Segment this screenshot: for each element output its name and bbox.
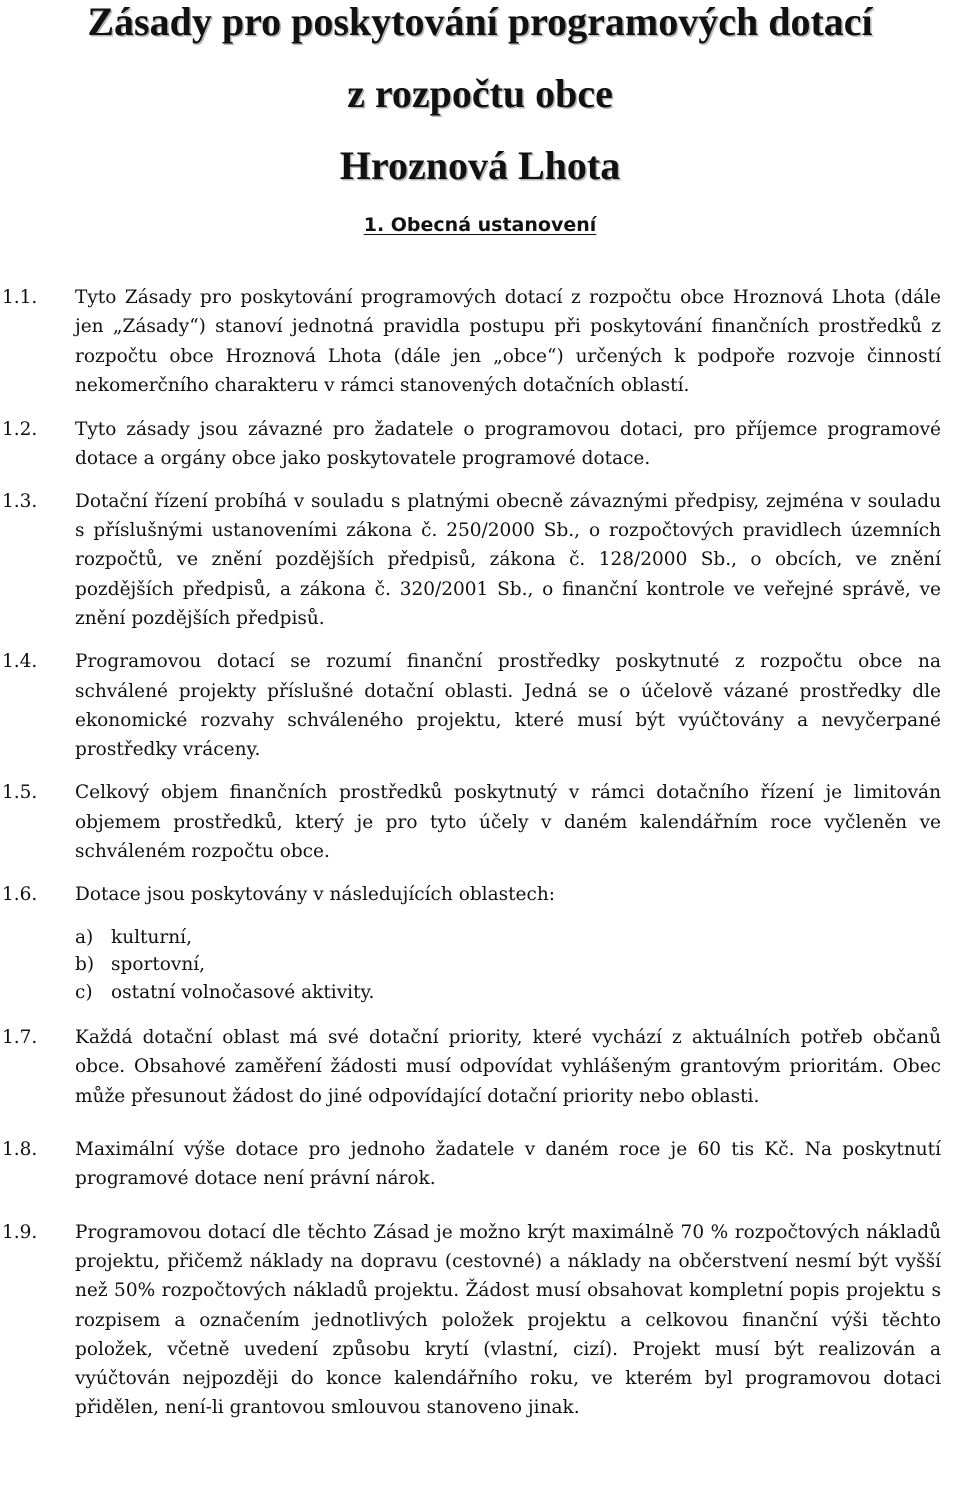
clause-1-3 — [0, 487, 960, 633]
clause-number: 1.8. — [2, 1139, 38, 1161]
clause-1-2 — [0, 415, 960, 474]
clause-text: Dotační řízení probíhá v souladu s platnými obecně závaznými předpisy, zejména v souladu s příslušnými ustanoveními zákona č. 250/2000 Sb., o rozpočtových pravidlech územních rozpočtů, ve znění pozdějších předpisů, zákona č. 128/2000 Sb., o obcích, ve znění pozdějších předpisů, a zákona č. 320/2001 Sb., o finanční kontrole ve veřejné správě, ve znění pozdějších předpisů. — [75, 490, 941, 629]
clause-text: Maximální výše dotace pro jednoho žadatele v daném roce je 60 tis Kč. Na poskytnutí programové dotace není právní nárok. — [75, 1139, 941, 1190]
clause-number: 1.7. — [2, 1027, 38, 1049]
clause-list — [0, 283, 960, 1423]
clause-text: Celkový objem finančních prostředků poskytnutý v rámci dotačního řízení je limitován objemem prostředků, který je pro tyto účely v daném kalendářním roce vyčleněn ve schváleném rozpočtu obce. — [75, 782, 941, 863]
list-item-text: kulturní, — [111, 926, 192, 948]
clause-1-1 — [0, 283, 960, 400]
list-item-text: ostatní volnočasové aktivity. — [111, 981, 375, 1003]
clause-text: Každá dotační oblast má své dotační priority, které vychází z aktuálních potřeb občanů obce. Obsahové zaměření žádosti musí odpovídat vyhlášeným grantovým prioritám. Obec může přesunout žádost do jiné odpovídající dotační priority nebo oblasti. — [75, 1027, 941, 1107]
clause-text: Tyto Zásady pro poskytování programových dotací z rozpočtu obce Hroznová Lhota (dále jen „Zásady“) stanoví jednotná pravidla postupu při poskytování finančních prostředků z rozpočtu obce Hroznová Lhota (dále jen „obce“) určených k podpoře rozvoje činností nekomerčního charakteru v rámci stanovených dotačních oblastí. — [75, 287, 941, 396]
clause-1-9 — [0, 1218, 960, 1423]
oblasti-list — [75, 924, 960, 1007]
clause-number: 1.4. — [2, 651, 38, 673]
clause-number: 1.9. — [2, 1221, 38, 1243]
clause-1-4 — [0, 647, 960, 764]
list-item-label: b) — [75, 954, 95, 976]
clause-text: Tyto zásady jsou závazné pro žadatele o programovou dotaci, pro příjemce programové dotace a orgány obce jako poskytovatele programové dotace. — [75, 419, 941, 470]
document-title-line-3: Hroznová Lhota — [339, 143, 621, 188]
document-title-line-2: z rozpočtu obce — [347, 71, 613, 116]
section-heading: 1. Obecná ustanovení — [363, 214, 597, 236]
list-item-label: a) — [75, 926, 94, 948]
clause-number: 1.6. — [2, 884, 38, 906]
clause-1-8 — [0, 1135, 960, 1194]
list-item — [75, 979, 960, 1007]
clause-number: 1.2. — [2, 419, 38, 441]
document-title-line-1: Zásady pro poskytování programových dotací — [87, 0, 873, 44]
clause-number: 1.3. — [2, 490, 38, 512]
clause-text: Programovou dotací se rozumí finanční prostředky poskytnuté z rozpočtu obce na schválené projekty příslušné dotační oblasti. Jedná se o účelově vázané prostředky dle ekonomické rozvahy schváleného projektu, které musí být vyúčtovány a nevyčerpané prostředky vráceny. — [75, 651, 941, 761]
list-item-text: sportovní, — [111, 954, 206, 976]
list-item — [75, 924, 960, 952]
clause-1-5 — [0, 778, 960, 866]
clause-text: Programovou dotací dle těchto Zásad je možno krýt maximálně 70 % rozpočtových nákladů projektu, přičemž náklady na dopravu (cestovné) a náklady na občerstvení nesmí být vyšší než 50% rozpočtových nákladů projektu. Žádost musí obsahovat kompletní popis projektu s rozpisem a označením jednotlivých položek projektu a celkovou finanční výši těchto položek, včetně uvedení způsobu krytí (vlastní, cizí). Projekt musí být realizován a vyúčtován nejpozději do konce kalendářního roku, ve kterém byl programovou dotaci přidělen, není-li grantovou smlouvou stanoveno jinak. — [75, 1221, 941, 1419]
list-item — [75, 951, 960, 979]
clause-1-7 — [0, 1023, 960, 1111]
list-item-label: c) — [75, 981, 93, 1003]
clause-text: Dotace jsou poskytovány v následujících oblastech: — [75, 884, 556, 906]
clause-number: 1.1. — [2, 287, 38, 308]
clause-number: 1.5. — [2, 782, 38, 804]
clause-1-6 — [0, 880, 960, 1006]
